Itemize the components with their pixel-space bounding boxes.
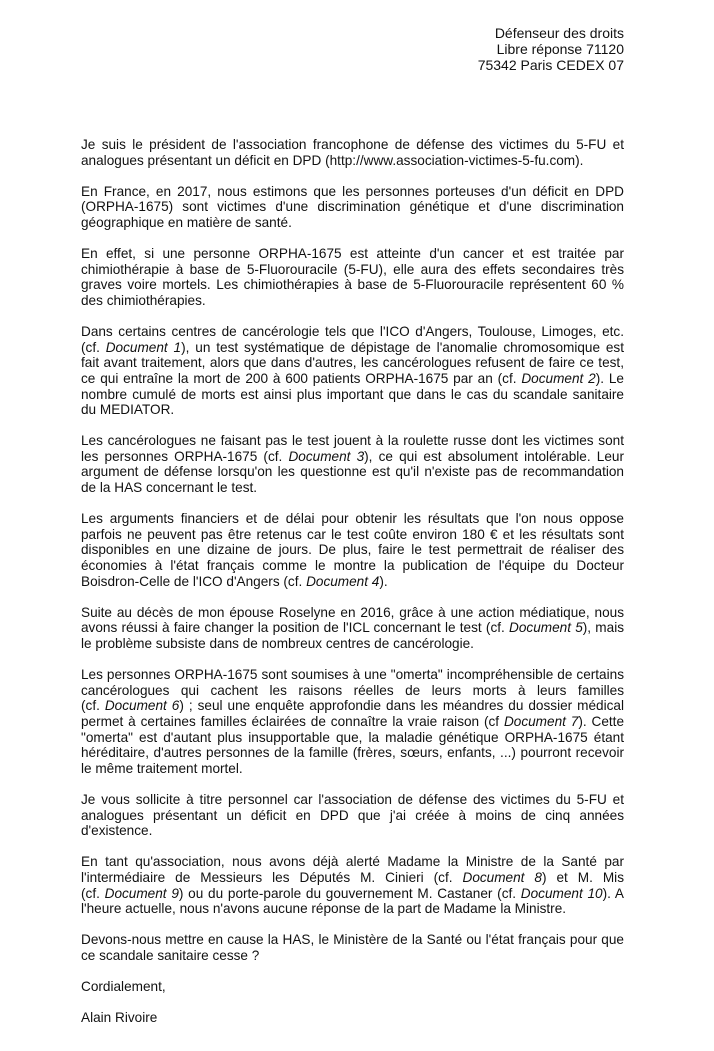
text-line: "omerta" est d'autant plus insupportable que, la maladie génétique ORPHA-1675 étant xyxy=(81,729,624,745)
text-line: le même traitement mortel. xyxy=(81,760,243,776)
text-line: chimiothérapie à base de 5-Fluorouracile (5-FU), elle aura des effets secondaires très xyxy=(81,261,624,277)
text-line: En tant qu'association, nous avons déjà alerté Madame la Ministre de la Santé par xyxy=(81,854,624,870)
text-line: du MEDIATOR. xyxy=(81,402,175,418)
document-reference: Document 10 xyxy=(520,885,603,901)
text-line: (cf. Document 1), un test systématique de dépistage de l'anomalie chromosomique est xyxy=(81,339,625,355)
text-line: disponibles en une dizaine de jours. De plus, faire le test permettrait de réaliser des xyxy=(81,542,624,558)
closing: Cordialement, xyxy=(81,979,166,995)
text-line: géographique en matière de santé. xyxy=(81,214,292,230)
text-line: permet à certaines familles éclairées de connaître la vraie raison (cf Document 7). Cette xyxy=(81,713,624,729)
document-reference: Document 4 xyxy=(306,573,380,589)
text-line: ce scandale sanitaire cesse ? xyxy=(81,947,260,963)
recipient-line: Libre réponse 71120 xyxy=(496,41,624,57)
text-line: le problème subsiste dans de nombreux centres de cancérologie. xyxy=(81,636,474,651)
document-reference: Document 7 xyxy=(503,713,579,729)
text-line: Les arguments financiers et de délai pour obtenir les résultats que l'on nous oppose xyxy=(81,511,624,527)
text-line: parfois ne peuvent pas être retenus car le test coûte environ 180 € et les résultats sont xyxy=(81,526,624,542)
recipient-address xyxy=(478,25,624,73)
text-line: nombre cumulé de morts est ainsi plus important que dans le cas du scandale sanitaire xyxy=(81,386,624,402)
document-reference: Document 1 xyxy=(105,339,182,355)
document-reference: Document 3 xyxy=(288,448,365,464)
paragraph xyxy=(81,605,624,652)
paragraphs xyxy=(81,137,624,963)
text-line: de la HAS concernant le test. xyxy=(81,480,258,496)
document-reference: Document 9 xyxy=(104,885,179,901)
text-line: analogues présentant un déficit en DPD que j'ai créée à moins de cinq années xyxy=(81,807,624,823)
paragraph xyxy=(81,511,624,589)
text-line: Les personnes ORPHA-1675 sont soumises à une "omerta" incompréhensible de certains xyxy=(81,667,624,683)
paragraph xyxy=(81,932,624,963)
recipient-line: 75342 Paris CEDEX 07 xyxy=(477,57,624,73)
text-line: Suite au décès de mon épouse Roselyne en 2016, grâce à une action médiatique, nous xyxy=(81,604,624,620)
document-reference: Document 2 xyxy=(521,370,596,386)
document-reference: Document 5 xyxy=(509,620,583,636)
text-line: (cf. Document 9) ou du porte-parole du gouvernement M. Castaner (cf. Document 10). A xyxy=(81,885,624,901)
signature: Alain Rivoire xyxy=(81,1010,158,1026)
paragraph xyxy=(81,433,624,495)
document-reference: Document 6 xyxy=(104,698,180,714)
text-line: Dans certains centres de cancérologie tels que l'ICO d'Angers, Toulouse, Limoges, etc. xyxy=(81,324,624,340)
text-line: les personnes ORPHA-1675 (cf. Document 3), ce qui est absolument intolérable. Leur xyxy=(81,448,624,464)
letter-body xyxy=(81,137,624,1041)
text-line: Boisdron-Celle de l'ICO d'Angers (cf. Document 4). xyxy=(81,573,388,589)
text-line: argument de défense lorsqu'on les questionne est qu'il n'existe pas de recommandation xyxy=(81,464,624,480)
recipient-line: Défenseur des droits xyxy=(494,25,624,41)
text-line: l'intermédiaire de Messieurs les Députés M. Cinieri (cf. Document 8) et M. Mis xyxy=(81,869,624,885)
text-line: En effet, si une personne ORPHA-1675 est atteinte d'un cancer et est traitée par xyxy=(81,246,624,262)
paragraph xyxy=(81,792,624,839)
text-line: des chimiothérapies. xyxy=(81,292,206,308)
text-line: l'heure actuelle, nous n'avons aucune réponse de la part de Madame la Ministre. xyxy=(81,901,567,917)
text-line: cancérologues qui cachent les raisons réelles de leurs morts à leurs familles xyxy=(81,682,624,698)
text-line: Les cancérologues ne faisant pas le test jouent à la roulette russe dont les victimes sont xyxy=(81,433,624,449)
text-line: fait avant traitement, alors que dans d'autres, les cancérologues refusent de faire ce test, xyxy=(81,355,624,371)
text-line: analogues présentant un déficit en DPD (http://www.association-victimes-5-fu.com). xyxy=(81,152,584,168)
paragraph xyxy=(81,137,624,168)
text-line: graves voire mortels. Les chimiothérapies à base de 5-Fluorouracile représentent 60 % xyxy=(81,277,624,293)
text-line: économies à l'état français comme le montre la publication de l'équipe du Docteur xyxy=(81,558,624,574)
text-line: Je vous sollicite à titre personnel car l'association de défense des victimes du 5-FU et xyxy=(81,791,624,807)
text-line: (cf. Document 6) ; seul une enquête approfondie dans les méandres du dossier médical xyxy=(81,698,625,714)
paragraph xyxy=(81,667,624,776)
paragraph xyxy=(81,246,624,308)
paragraph xyxy=(81,184,624,231)
text-line: héréditaire, d'autres personnes de la famille (frères, sœurs, enfants, ...) pourront recevoir xyxy=(81,745,624,761)
document-reference: Document 8 xyxy=(462,869,542,885)
text-line: (ORPHA-1675) sont victimes d'une discrimination génétique et d'une discrimination xyxy=(81,199,624,215)
paragraph xyxy=(81,854,624,916)
text-line: En France, en 2017, nous estimons que les personnes porteuses d'un déficit en DPD xyxy=(81,183,624,199)
paragraph xyxy=(81,324,624,418)
text-line: Je suis le président de l'association francophone de défense des victimes du 5-FU et xyxy=(81,137,624,152)
text-line: d'existence. xyxy=(81,823,153,839)
text-line: ce qui entraîne la mort de 200 à 600 patients ORPHA-1675 par an (cf. Document 2). Le xyxy=(81,370,624,386)
text-line: avons réussi à faire changer la position de l'ICL concernant le test (cf. Document 5), mais xyxy=(81,620,625,636)
text-line: Devons-nous mettre en cause la HAS, le Ministère de la Santé ou l'état français pour que xyxy=(81,932,624,948)
